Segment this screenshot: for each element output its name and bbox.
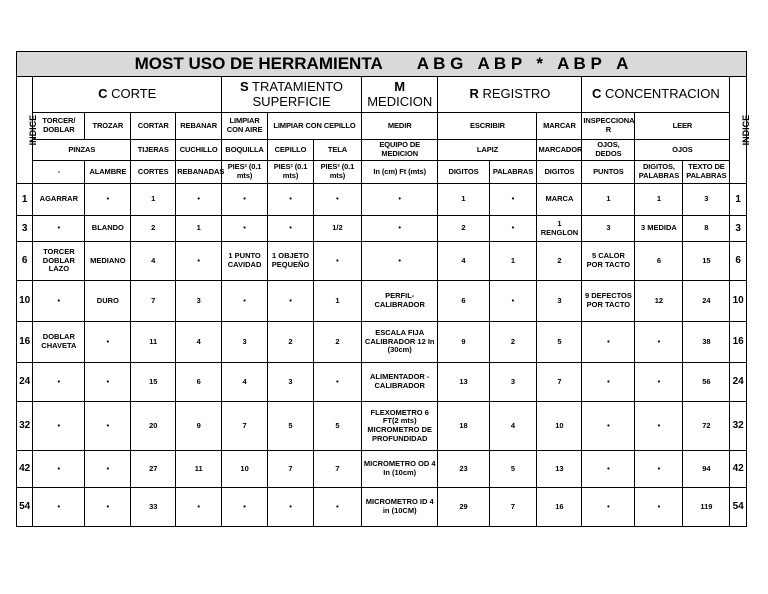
object-header: PINZAS — [33, 140, 131, 161]
unit-header: - — [33, 161, 85, 184]
row-index-left: 6 — [17, 242, 33, 281]
table-cell: 7 — [222, 402, 268, 451]
tool-header: ESCRIBIR — [438, 113, 537, 140]
table-cell: • — [361, 242, 438, 281]
table-cell: AGARRAR — [33, 184, 85, 216]
table-cell: • — [268, 488, 314, 527]
tool-header: LEER — [635, 113, 730, 140]
unit-header: DIGITOS — [438, 161, 489, 184]
table-cell: • — [33, 281, 85, 322]
table-cell: • — [85, 451, 131, 488]
table-cell: 5 — [489, 451, 537, 488]
table-cell: MICROMETRO OD 4 In (10cm) — [361, 451, 438, 488]
table-cell: 1 — [438, 184, 489, 216]
table-cell: 3 MEDIDA — [635, 216, 683, 242]
table-cell: PERFIL- CALIBRADOR — [361, 281, 438, 322]
table-cell: • — [635, 363, 683, 402]
tool-header: LIMPIAR CON CEPILLO — [268, 113, 362, 140]
table-cell: 24 — [683, 281, 730, 322]
table-cell: 2 — [268, 322, 314, 363]
table-cell: • — [313, 488, 361, 527]
table-cell: • — [635, 488, 683, 527]
row-index-left: 10 — [17, 281, 33, 322]
table-cell: 5 — [268, 402, 314, 451]
table-cell: 38 — [683, 322, 730, 363]
table-cell: • — [85, 322, 131, 363]
table-cell: 2 — [313, 322, 361, 363]
table-cell: • — [489, 216, 537, 242]
table-cell: ESCALA FIJA CALIBRADOR 12 In (30cm) — [361, 322, 438, 363]
table-cell: • — [635, 451, 683, 488]
row-index-right: 42 — [730, 451, 747, 488]
table-cell: • — [313, 184, 361, 216]
object-header: TELA — [313, 140, 361, 161]
row-index-right: 6 — [730, 242, 747, 281]
row-index-left: 1 — [17, 184, 33, 216]
table-cell: • — [635, 322, 683, 363]
table-cell: 7 — [268, 451, 314, 488]
table-cell: • — [222, 488, 268, 527]
table-cell: • — [33, 451, 85, 488]
table-cell: 1 OBJETO PEQUEÑO — [268, 242, 314, 281]
table-cell: • — [268, 281, 314, 322]
table-row — [17, 184, 747, 216]
row-index-left: 16 — [17, 322, 33, 363]
table-cell: • — [33, 216, 85, 242]
table-cell: 3 — [582, 216, 635, 242]
table-cell: 12 — [635, 281, 683, 322]
table-cell: • — [361, 216, 438, 242]
table-cell: • — [582, 363, 635, 402]
table-cell: 8 — [683, 216, 730, 242]
table-cell: 3 — [176, 281, 222, 322]
table-cell: MEDIANO — [85, 242, 131, 281]
unit-header: PALABRAS — [489, 161, 537, 184]
table-title — [17, 52, 747, 77]
table-cell: 4 — [489, 402, 537, 451]
table-cell: • — [361, 184, 438, 216]
unit-header: DIGITOS — [537, 161, 582, 184]
unit-header: REBANADAS — [176, 161, 222, 184]
table-cell: 2 — [131, 216, 176, 242]
table-cell: • — [176, 184, 222, 216]
table-cell: BLANDO — [85, 216, 131, 242]
table-cell: 3 — [489, 363, 537, 402]
table-cell: • — [489, 281, 537, 322]
table-cell: 1 — [176, 216, 222, 242]
table-row — [17, 451, 747, 488]
table-row — [17, 488, 747, 527]
tool-header: CORTAR — [131, 113, 176, 140]
table-cell: 3 — [222, 322, 268, 363]
unit-header: PIES² (0.1 mts) — [222, 161, 268, 184]
table-cell: 1 PUNTO CAVIDAD — [222, 242, 268, 281]
table-cell: 72 — [683, 402, 730, 451]
object-header: OJOS, DEDOS — [582, 140, 635, 161]
table-cell: • — [85, 488, 131, 527]
table-cell: • — [222, 184, 268, 216]
unit-header: PIES² (0.1 mts) — [313, 161, 361, 184]
object-header: TIJERAS — [131, 140, 176, 161]
table-cell: FLEXOMETRO 6 FT(2 mts) MICROMETRO DE PROFUNDIDAD — [361, 402, 438, 451]
table-cell: 16 — [537, 488, 582, 527]
row-index-left: 24 — [17, 363, 33, 402]
table-cell: 10 — [222, 451, 268, 488]
table-cell: MARCA — [537, 184, 582, 216]
table-row — [17, 242, 747, 281]
unit-header: PUNTOS — [582, 161, 635, 184]
unit-header: TEXTO DE PALABRAS — [683, 161, 730, 184]
table-row — [17, 281, 747, 322]
table-cell: • — [176, 242, 222, 281]
title-code: * — [536, 54, 543, 74]
table-cell: 2 — [489, 322, 537, 363]
table-cell: 5 — [537, 322, 582, 363]
tool-usage-table — [16, 51, 752, 527]
tool-header: TORCER/ DOBLAR — [33, 113, 85, 140]
table-cell: 7 — [131, 281, 176, 322]
table-cell: 7 — [313, 451, 361, 488]
row-index-left: 54 — [17, 488, 33, 527]
table-cell: MICROMETRO ID 4 in (10CM) — [361, 488, 438, 527]
table-cell: • — [268, 184, 314, 216]
table-cell: • — [33, 363, 85, 402]
table-cell: • — [222, 281, 268, 322]
unit-header: PIES² (0.1 mts) — [268, 161, 314, 184]
table-cell: 1 — [489, 242, 537, 281]
table-cell: 13 — [537, 451, 582, 488]
tool-header: LIMPIAR CON AIRE — [222, 113, 268, 140]
table-cell: • — [85, 363, 131, 402]
row-index-right: 32 — [730, 402, 747, 451]
table-cell: 23 — [438, 451, 489, 488]
table-cell: 3 — [683, 184, 730, 216]
object-header: CUCHILLO — [176, 140, 222, 161]
table-row — [17, 363, 747, 402]
row-index-left: 32 — [17, 402, 33, 451]
table-cell: • — [33, 488, 85, 527]
table-cell: 29 — [438, 488, 489, 527]
table-cell: 33 — [131, 488, 176, 527]
table-cell: 6 — [176, 363, 222, 402]
title-code: A B P — [557, 54, 602, 74]
table-cell: 1 RENGLON — [537, 216, 582, 242]
table-cell: 94 — [683, 451, 730, 488]
tool-header: INSPECCIONA R — [582, 113, 635, 140]
unit-header: In (cm) Ft (mts) — [361, 161, 438, 184]
table-cell: 2 — [537, 242, 582, 281]
category-corte: C CORTE — [33, 77, 222, 113]
unit-header: CORTES — [131, 161, 176, 184]
table-cell: 18 — [438, 402, 489, 451]
title-code: A B P — [477, 54, 523, 74]
table-cell: 27 — [131, 451, 176, 488]
row-index-right: 10 — [730, 281, 747, 322]
table-cell: 3 — [537, 281, 582, 322]
table-cell: 5 — [313, 402, 361, 451]
table-cell: 1/2 — [313, 216, 361, 242]
object-header: MARCADOR — [537, 140, 582, 161]
table-cell: 6 — [438, 281, 489, 322]
table-cell: 4 — [222, 363, 268, 402]
table-cell: • — [176, 488, 222, 527]
table-cell: • — [85, 184, 131, 216]
table-cell: 7 — [537, 363, 582, 402]
table-cell: • — [313, 363, 361, 402]
table-cell: 2 — [438, 216, 489, 242]
table-cell: • — [582, 451, 635, 488]
unit-header: DIGITOS, PALABRAS — [635, 161, 683, 184]
object-header: BOQUILLA — [222, 140, 268, 161]
index-header-left: INDICE — [17, 77, 33, 184]
category-medicion: M MEDICION — [361, 77, 438, 113]
table-cell: • — [582, 488, 635, 527]
table-cell: 4 — [438, 242, 489, 281]
unit-header: ALAMBRE — [85, 161, 131, 184]
title-main: MOST USO DE HERRAMIENTA — [134, 54, 383, 74]
table-row — [17, 322, 747, 363]
table-row — [17, 216, 747, 242]
table-cell: • — [85, 402, 131, 451]
object-header: LAPIZ — [438, 140, 537, 161]
table-cell: 20 — [131, 402, 176, 451]
row-index-right: 1 — [730, 184, 747, 216]
table-body — [17, 184, 747, 527]
table-cell: 1 — [313, 281, 361, 322]
table-cell: • — [33, 402, 85, 451]
table-cell: 1 — [635, 184, 683, 216]
table-cell: 4 — [131, 242, 176, 281]
table-cell: 11 — [176, 451, 222, 488]
table-cell: 3 — [268, 363, 314, 402]
category-registro: R REGISTRO — [438, 77, 582, 113]
object-header: EQUIPO DE MEDICION — [361, 140, 438, 161]
table-cell: 9 — [176, 402, 222, 451]
table-cell: 56 — [683, 363, 730, 402]
table-cell: • — [268, 216, 314, 242]
row-index-right: 16 — [730, 322, 747, 363]
title-code: A — [616, 54, 629, 74]
table-cell: DOBLAR CHAVETA — [33, 322, 85, 363]
table-cell: 11 — [131, 322, 176, 363]
table-cell: 1 — [131, 184, 176, 216]
table-cell: • — [222, 216, 268, 242]
table-cell: • — [635, 402, 683, 451]
row-index-right: 3 — [730, 216, 747, 242]
table-cell: 10 — [537, 402, 582, 451]
table-cell: ALIMENTADOR - CALIBRADOR — [361, 363, 438, 402]
tool-header: MARCAR — [537, 113, 582, 140]
table-cell: 13 — [438, 363, 489, 402]
tool-header: REBANAR — [176, 113, 222, 140]
object-header: CEPILLO — [268, 140, 314, 161]
index-header-right: INDICE — [730, 77, 747, 184]
table-cell: 4 — [176, 322, 222, 363]
table-row — [17, 402, 747, 451]
row-index-left: 42 — [17, 451, 33, 488]
category-concentracion: C CONCENTRACION — [582, 77, 730, 113]
row-index-right: 24 — [730, 363, 747, 402]
table-cell: 1 — [582, 184, 635, 216]
table-cell: 5 CALOR POR TACTO — [582, 242, 635, 281]
title-code: A B G — [416, 54, 464, 74]
table-cell: 6 — [635, 242, 683, 281]
table-cell: 9 DEFECTOS POR TACTO — [582, 281, 635, 322]
table-cell: • — [489, 184, 537, 216]
table-cell: 7 — [489, 488, 537, 527]
object-header: OJOS — [635, 140, 730, 161]
table-cell: 9 — [438, 322, 489, 363]
table-cell: 15 — [683, 242, 730, 281]
table-cell: 119 — [683, 488, 730, 527]
category-tratamiento-superficie: S TRATAMIENTO SUPERFICIE — [222, 77, 362, 113]
tool-header: MEDIR — [361, 113, 438, 140]
table-cell: • — [582, 322, 635, 363]
row-index-right: 54 — [730, 488, 747, 527]
table-cell: • — [313, 242, 361, 281]
row-index-left: 3 — [17, 216, 33, 242]
table-cell: TORCER DOBLAR LAZO — [33, 242, 85, 281]
table-cell: DURO — [85, 281, 131, 322]
table-cell: • — [582, 402, 635, 451]
tool-header: TROZAR — [85, 113, 131, 140]
table-cell: 15 — [131, 363, 176, 402]
